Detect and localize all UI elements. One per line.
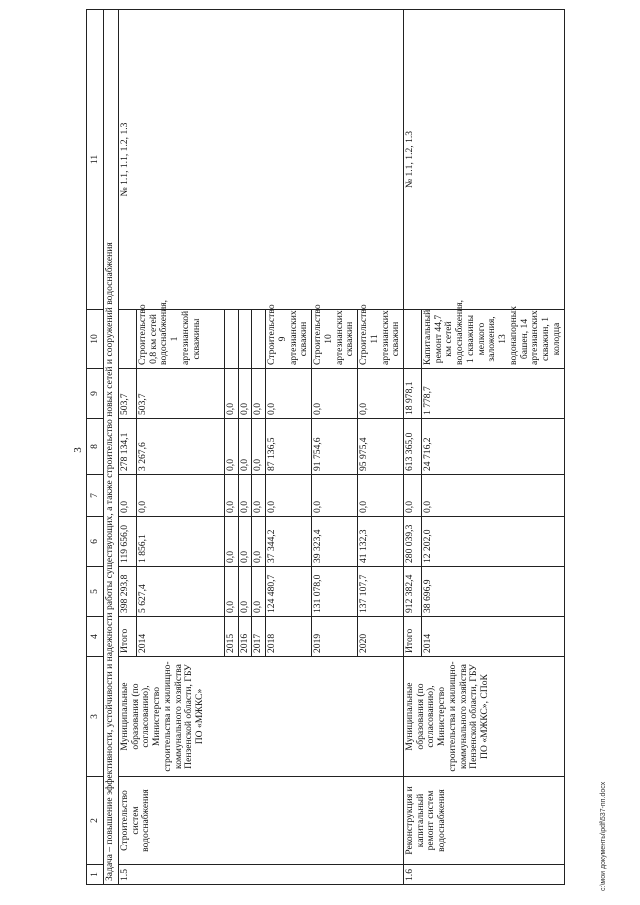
item-note: № 1.1, 1.1, 1.2, 1.3 bbox=[119, 10, 404, 310]
value-cell: 91 754,6 bbox=[312, 419, 358, 475]
header-cell: 1 bbox=[87, 865, 104, 885]
program-table bbox=[86, 9, 565, 885]
result-cell bbox=[252, 310, 266, 369]
value-cell: 119 656,0 bbox=[119, 517, 137, 567]
value-cell: 0,0 bbox=[225, 517, 239, 567]
table-row bbox=[119, 10, 137, 885]
year-cell: 2014 bbox=[137, 617, 225, 657]
result-cell: Капитальный ремонт 44,7 км сетей водоснабжения, 1 скважины мелкого заложения, 13 водонапорных башен, 14 артезианских скважин, 1 колодца bbox=[422, 310, 565, 369]
header-cell: 3 bbox=[87, 657, 104, 777]
value-cell: 18 978,1 bbox=[404, 369, 422, 419]
value-cell: 0,0 bbox=[225, 419, 239, 475]
value-cell: 0,0 bbox=[358, 369, 404, 419]
header-cell: 8 bbox=[87, 419, 104, 475]
value-cell: 0,0 bbox=[238, 567, 252, 617]
year-cell: 2019 bbox=[312, 617, 358, 657]
value-cell: 0,0 bbox=[422, 475, 565, 517]
task-row bbox=[104, 10, 119, 885]
result-cell: Строительство 10 артезианских скважин bbox=[312, 310, 358, 369]
result-cell bbox=[119, 310, 137, 369]
value-cell: 0,0 bbox=[404, 475, 422, 517]
value-cell: 95 975,4 bbox=[358, 419, 404, 475]
item-name: Реконструкция и капитальный ремонт систем водоснабжения bbox=[404, 777, 565, 865]
value-cell: 0,0 bbox=[225, 567, 239, 617]
value-cell: 1 856,1 bbox=[137, 517, 225, 567]
value-cell: 0,0 bbox=[225, 369, 239, 419]
header-cell: 9 bbox=[87, 369, 104, 419]
page-number: 3 bbox=[72, 447, 84, 453]
item-executor: Муниципальные образования (по согласованию), Министерство строительства и жилищно-коммунального хозяйства Пензенской области, ГБУ ПО «МЖКС» bbox=[119, 657, 404, 777]
value-cell: 0,0 bbox=[312, 475, 358, 517]
value-cell: 398 293,8 bbox=[119, 567, 137, 617]
value-cell: 613 365,0 bbox=[404, 419, 422, 475]
value-cell: 124 480,7 bbox=[266, 567, 312, 617]
value-cell: 0,0 bbox=[238, 369, 252, 419]
value-cell: 0,0 bbox=[266, 369, 312, 419]
year-cell: 2016 bbox=[238, 617, 252, 657]
value-cell: 0,0 bbox=[137, 475, 225, 517]
value-cell: 24 716,2 bbox=[422, 419, 565, 475]
value-cell: 0,0 bbox=[119, 475, 137, 517]
result-cell bbox=[404, 310, 422, 369]
result-cell bbox=[225, 310, 239, 369]
item-name: Строительство систем водоснабжения bbox=[119, 777, 404, 865]
value-cell: 5 627,4 bbox=[137, 567, 225, 617]
value-cell: 1 778,7 bbox=[422, 369, 565, 419]
value-cell: 39 323,4 bbox=[312, 517, 358, 567]
item-executor: Муниципальные образования (по согласованию), Министерство строительства и жилищно-коммунального хозяйства Пензенской области, ГБУ ПО «МЖКС», СПоК bbox=[404, 657, 565, 777]
value-cell: 0,0 bbox=[252, 567, 266, 617]
value-cell: 12 202,0 bbox=[422, 517, 565, 567]
value-cell: 137 107,7 bbox=[358, 567, 404, 617]
value-cell: 278 134,1 bbox=[119, 419, 137, 475]
item-note: № 1.1, 1.2, 1.3 bbox=[404, 10, 565, 310]
value-cell: 0,0 bbox=[358, 475, 404, 517]
value-cell: 280 039,3 bbox=[404, 517, 422, 567]
task-text: Задача – повышение эффективности, устойчивости и надежности работы существующих, а также строительство новых сетей и сооружений водоснабжения bbox=[104, 10, 119, 885]
header-cell: 4 bbox=[87, 617, 104, 657]
value-cell: 3 267,6 bbox=[137, 419, 225, 475]
year-cell: 2014 bbox=[422, 617, 565, 657]
result-cell: Строительство 11 артезианских скважин bbox=[358, 310, 404, 369]
value-cell: 503,7 bbox=[119, 369, 137, 419]
value-cell: 0,0 bbox=[252, 475, 266, 517]
value-cell: 0,0 bbox=[238, 517, 252, 567]
value-cell: 0,0 bbox=[252, 419, 266, 475]
header-cell: 2 bbox=[87, 777, 104, 865]
value-cell: 0,0 bbox=[312, 369, 358, 419]
year-cell: Итого bbox=[404, 617, 422, 657]
value-cell: 912 382,4 bbox=[404, 567, 422, 617]
header-cell: 7 bbox=[87, 475, 104, 517]
value-cell: 0,0 bbox=[238, 475, 252, 517]
result-cell bbox=[238, 310, 252, 369]
file-path-footer: c:\мои документы\pdf\537-пп.docx bbox=[600, 781, 607, 891]
result-cell: Строительство 9 артезианских скважин bbox=[266, 310, 312, 369]
value-cell: 38 696,9 bbox=[422, 567, 565, 617]
item-number: 1.5 bbox=[119, 865, 404, 885]
value-cell: 87 136,5 bbox=[266, 419, 312, 475]
year-cell: 2017 bbox=[252, 617, 266, 657]
item-number: 1.6 bbox=[404, 865, 565, 885]
header-cell: 5 bbox=[87, 567, 104, 617]
value-cell: 503,7 bbox=[137, 369, 225, 419]
value-cell: 0,0 bbox=[238, 419, 252, 475]
header-row bbox=[87, 10, 104, 885]
result-cell: Строительство 0,8 км сетей водоснабжения, 1 артезианской скважины bbox=[137, 310, 225, 369]
value-cell: 37 344,2 bbox=[266, 517, 312, 567]
year-cell: 2018 bbox=[266, 617, 312, 657]
value-cell: 41 132,3 bbox=[358, 517, 404, 567]
value-cell: 0,0 bbox=[225, 475, 239, 517]
value-cell: 131 078,0 bbox=[312, 567, 358, 617]
value-cell: 0,0 bbox=[252, 517, 266, 567]
year-cell: Итого bbox=[119, 617, 137, 657]
year-cell: 2020 bbox=[358, 617, 404, 657]
header-cell: 10 bbox=[87, 310, 104, 369]
value-cell: 0,0 bbox=[252, 369, 266, 419]
table-row bbox=[404, 10, 422, 885]
value-cell: 0,0 bbox=[266, 475, 312, 517]
year-cell: 2015 bbox=[225, 617, 239, 657]
header-cell: 11 bbox=[87, 10, 104, 310]
header-cell: 6 bbox=[87, 517, 104, 567]
